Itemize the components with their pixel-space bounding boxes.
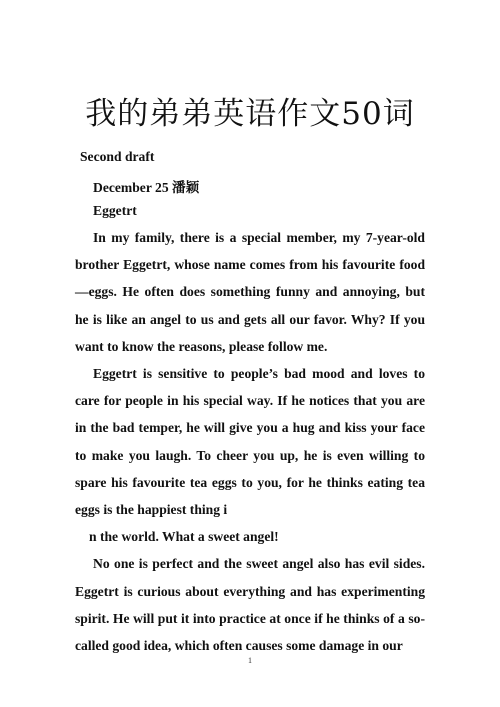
date-line: December 25 潘颖 (93, 180, 200, 195)
document-title: 我的弟弟英语作文50词 (85, 96, 415, 132)
essay-body (75, 224, 425, 659)
paragraph: Eggetrt is sensitive to people’s bad mood and loves to care for people in his special way. If he notices that you are in the bad temper, he will give you a hug and kiss your face to make you laugh. To cheer you up, he is even willing to spare his favourite tea eggs to you, for he thinks eating tea eggs is the happiest thing i (75, 366, 425, 518)
paragraph-continuation: n the world. What a sweet angel! (89, 529, 279, 545)
essay-heading: Eggetrt (93, 203, 137, 218)
paragraph: No one is perfect and the sweet angel also has evil sides. Eggetrt is curious about everything and has experimenting spirit. He will put it into practice at once if he thinks of a so-called good idea, which often causes some damage in our (75, 556, 425, 654)
paragraph: In my family, there is a special member, my 7-year-old brother Eggetrt, whose name comes from his favourite food—eggs. He often does something funny and annoying, but he is like an angel to us and gets all our favor. Why? If you want to know the reasons, please follow me. (75, 230, 425, 354)
page-number: 1 (248, 656, 252, 665)
draft-label: Second draft (80, 149, 155, 164)
